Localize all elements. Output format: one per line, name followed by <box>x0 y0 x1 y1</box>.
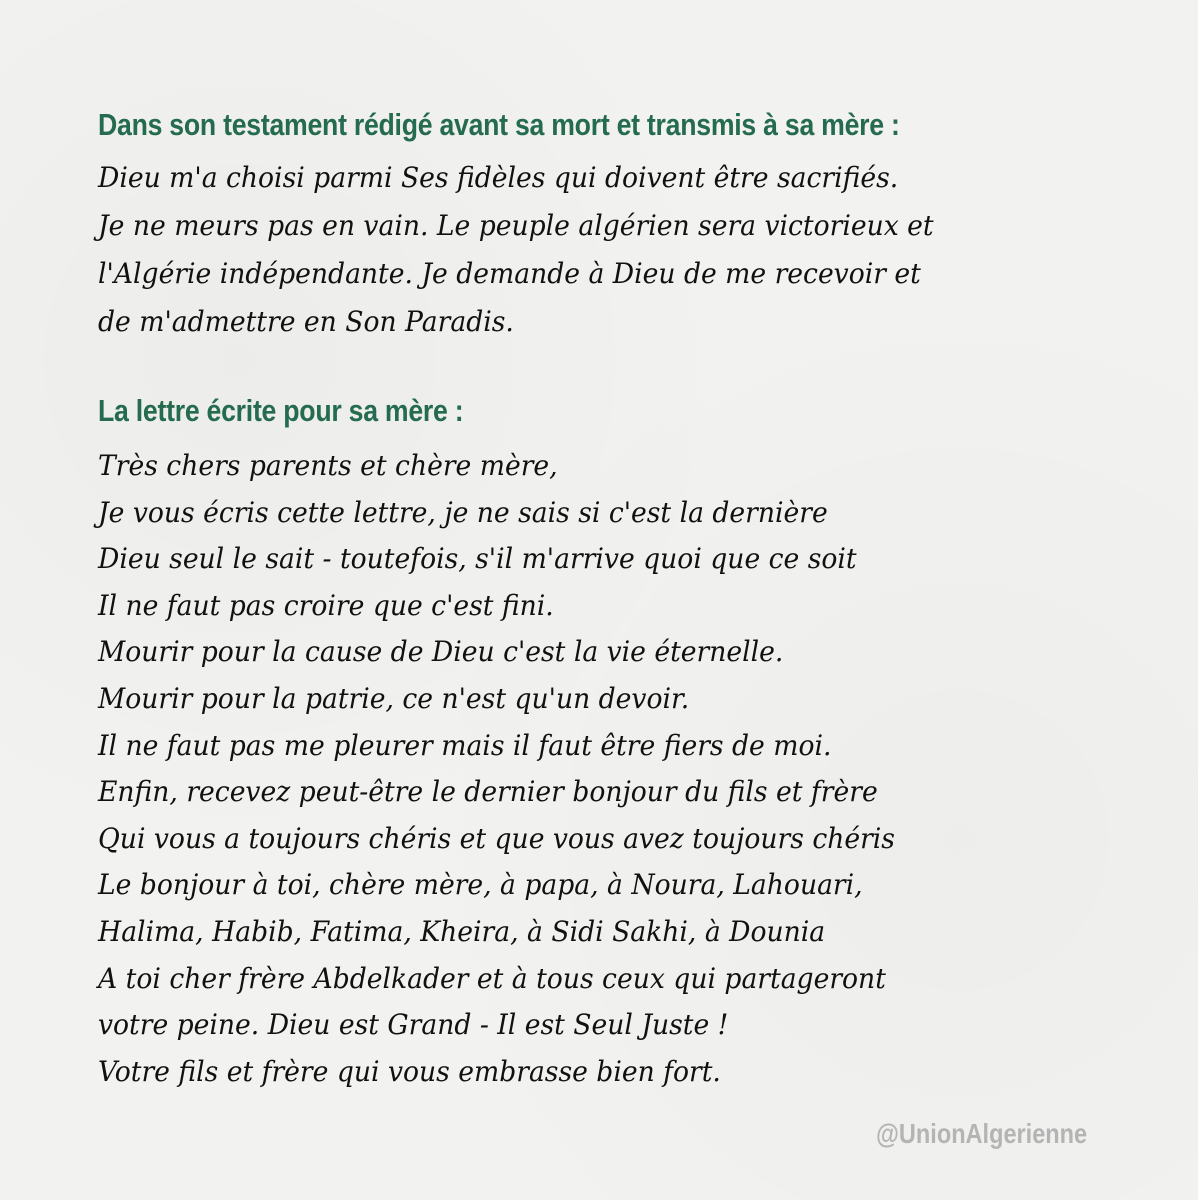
letter-line: Votre fils et frère qui vous embrasse bien fort. <box>98 1054 721 1088</box>
letter-text <box>98 443 937 1095</box>
letter-line: A toi cher frère Abdelkader et à tous ceux qui partageront <box>98 961 886 995</box>
letter-line: Je vous écris cette lettre, je ne sais si c'est la dernière <box>98 495 828 529</box>
letter-heading: La lettre écrite pour sa mère : <box>98 393 464 428</box>
letter-line: Il ne faut pas me pleurer mais il faut être fiers de moi. <box>98 728 832 762</box>
testament-line: de m'admettre en Son Paradis. <box>98 305 514 338</box>
testament-heading: Dans son testament rédigé avant sa mort et transmis à sa mère : <box>98 107 900 142</box>
testament-text <box>98 154 978 346</box>
letter-line: Il ne faut pas croire que c'est fini. <box>98 588 554 622</box>
testament-line: Je ne meurs pas en vain. Le peuple algérien sera victorieux et <box>98 209 934 242</box>
letter-line: Qui vous a toujours chéris et que vous avez toujours chéris <box>98 821 895 855</box>
letter-line: votre peine. Dieu est Grand - Il est Seul Juste ! <box>98 1008 729 1042</box>
watermark-handle: @UnionAlgerienne <box>876 1118 1088 1149</box>
letter-line: Dieu seul le sait - toutefois, s'il m'arrive quoi que ce soit <box>98 542 857 576</box>
testament-line: l'Algérie indépendante. Je demande à Dieu de me recevoir et <box>98 257 921 290</box>
letter-line: Enfin, recevez peut-être le dernier bonjour du fils et frère <box>98 775 878 809</box>
letter-line: Le bonjour à toi, chère mère, à papa, à Noura, Lahouari, <box>98 868 863 902</box>
letter-line: Mourir pour la patrie, ce n'est qu'un devoir. <box>98 681 690 715</box>
letter-line: Halima, Habib, Fatima, Kheira, à Sidi Sakhi, à Dounia <box>98 914 826 948</box>
letter-line: Mourir pour la cause de Dieu c'est la vie éternelle. <box>98 635 784 669</box>
testament-line: Dieu m'a choisi parmi Ses fidèles qui doivent être sacrifiés. <box>98 161 899 194</box>
letter-line: Très chers parents et chère mère, <box>98 449 558 482</box>
